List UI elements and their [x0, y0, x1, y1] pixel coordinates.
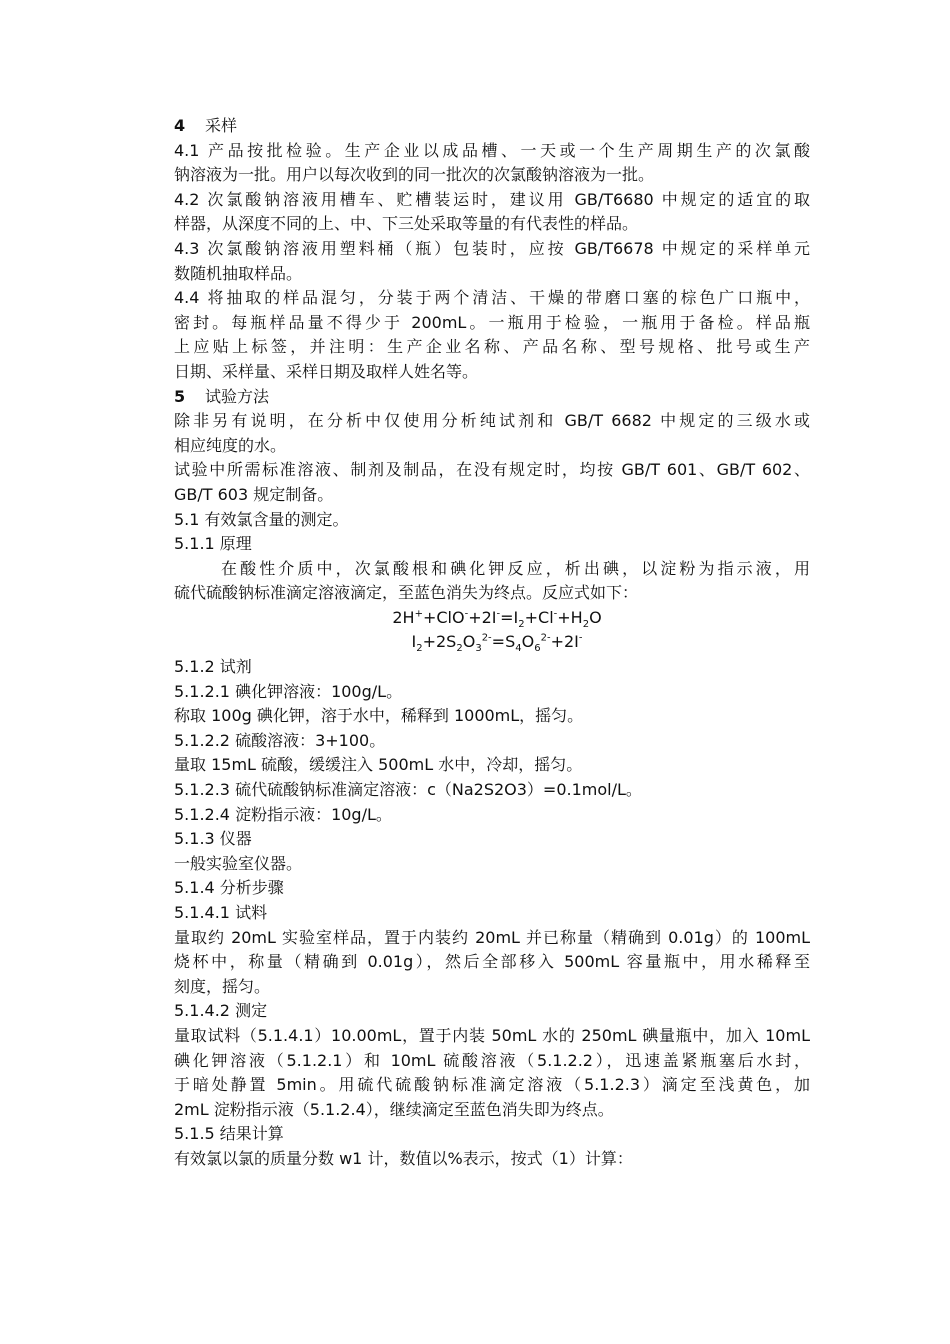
paragraph-4-3-line1: 4.3 次氯酸钠溶液用塑料桶（瓶）包装时，应按 GB/T6678 中规定的采样单元	[174, 238, 810, 258]
heading-5-1: 5.1 有效氯含量的测定。	[174, 509, 349, 529]
heading-5-1-3: 5.1.3 仪器	[174, 829, 252, 849]
paragraph-5-intro2-line2: GB/T 603 规定制备。	[174, 484, 334, 504]
formula-part: +ClO	[422, 607, 465, 627]
formula-sup: 2-	[540, 633, 551, 645]
formula-sup: -	[464, 608, 469, 620]
heading-5-1-2-1: 5.1.2.1 碘化钾溶液：100g/L。	[174, 681, 403, 701]
paragraph-5-1-1-line2: 硫代硫酸钠标准滴定溶液滴定，至蓝色消失为终点。反应式如下：	[174, 583, 639, 603]
paragraph-4-4-line4: 日期、采样量、采样日期及取样人姓名等。	[174, 361, 479, 381]
formula-part: +2S	[422, 632, 457, 652]
formula-part: +2I	[550, 632, 579, 652]
paragraph-5-1-4-1-line2: 烧杯中，称量（精确到 0.01g），然后全部移入 500mL 容量瓶中，用水稀释至	[174, 952, 810, 972]
formula-part: =S	[491, 632, 516, 652]
paragraph-5-1-2-1: 称取 100g 碘化钾，溶于水中，稀释到 1000mL，摇匀。	[174, 706, 584, 726]
paragraph-5-1-4-2-line2: 碘化钾溶液（5.1.2.1）和 10mL 硫酸溶液（5.1.2.2），迅速盖紧瓶塞后水封，	[174, 1050, 810, 1070]
heading-5-1-2-3: 5.1.2.3 硫代硫酸钠标准滴定溶液：c（Na2S2O3）=0.1mol/L。	[174, 780, 642, 800]
heading-5-1-4-2: 5.1.4.2 测定	[174, 1001, 268, 1021]
formula-part: O	[521, 632, 535, 652]
reaction-formula-2	[174, 630, 810, 655]
paragraph-4-4-line2: 密封。每瓶样品量不得少于 200mL。一瓶用于检验，一瓶用于备检。样品瓶	[174, 312, 810, 332]
heading-5-1-5: 5.1.5 结果计算	[174, 1124, 284, 1144]
paragraph-5-1-4-2-line1: 量取试料（5.1.4.1）10.00mL，置于内装 50mL 水的 250mL 碘量瓶中，加入 10mL	[174, 1025, 810, 1045]
heading-5-1-2-4: 5.1.2.4 淀粉指示液：10g/L。	[174, 804, 392, 824]
paragraph-5-intro2-line1: 试验中所需标准溶液、制剂及制品，在没有规定时，均按 GB/T 601、GB/T 602、	[174, 460, 810, 480]
heading-5-1-4: 5.1.4 分析步骤	[174, 878, 284, 898]
paragraph-5-intro1-line1: 除非另有说明，在分析中仅使用分析纯试剂和 GB/T 6682 中规定的三级水或	[174, 411, 810, 431]
reaction-formula-1	[174, 606, 810, 631]
formula-sup: -	[496, 608, 501, 620]
paragraph-5-1-4-1-line1: 量取约 20mL 实验室样品，置于内装约 20mL 并已称量（精确到 0.01g）的 100mL	[174, 927, 810, 947]
paragraph-4-1-line1: 4.1 产品按批检验。生产企业以成品槽、一天或一个生产周期生产的次氯酸	[174, 140, 810, 160]
formula-sup: 2-	[481, 633, 492, 645]
document-body	[174, 114, 810, 1172]
formula-part: O	[589, 607, 602, 627]
paragraph-4-2-line2: 样器，从深度不同的上、中、下三处采取等量的有代表性的样品。	[174, 214, 639, 234]
formula-sub: 4	[515, 643, 522, 655]
paragraph-5-1-5: 有效氯以氯的质量分数 w1 计，数值以%表示，按式（1）计算：	[174, 1148, 633, 1168]
formula-part: +2I	[468, 607, 497, 627]
paragraph-4-4-line1: 4.4 将抽取的样品混匀，分装于两个清洁、干燥的带磨口塞的棕色广口瓶中，	[174, 288, 810, 308]
formula-sub: 3	[475, 643, 482, 655]
paragraph-5-1-4-1-line3: 刻度，摇匀。	[174, 976, 271, 996]
paragraph-5-intro1-line2: 相应纯度的水。	[174, 435, 287, 455]
formula-sub: 2	[582, 619, 590, 631]
formula-part: 2H	[392, 607, 415, 627]
paragraph-5-1-1-line1: 在酸性介质中，次氯酸根和碘化钾反应，析出碘，以淀粉为指示液，用	[221, 558, 810, 578]
paragraph-4-4-line3: 上应贴上标签，并注明：生产企业名称、产品名称、型号规格、批号或生产	[174, 337, 810, 357]
heading-5-1-2-2: 5.1.2.2 硫酸溶液：3+100。	[174, 730, 386, 750]
formula-part: +H	[557, 607, 583, 627]
paragraph-5-1-4-2-line4: 2mL 淀粉指示液（5.1.2.4），继续滴定至蓝色消失即为终点。	[174, 1099, 614, 1119]
paragraph-5-1-3: 一般实验室仪器。	[174, 853, 303, 873]
paragraph-4-3-line2: 数随机抽取样品。	[174, 263, 303, 283]
paragraph-4-2-line1: 4.2 次氯酸钠溶液用槽车、贮槽装运时，建议用 GB/T6680 中规定的适宜的取	[174, 189, 810, 209]
formula-sup: -	[553, 608, 558, 620]
section-title: 采样	[205, 116, 238, 135]
paragraph-5-1-4-2-line3: 于暗处静置 5min。用硫代硫酸钠标准滴定溶液（5.1.2.3）滴定至浅黄色，加	[174, 1075, 810, 1095]
formula-part: =I	[500, 607, 519, 627]
section-5-heading	[174, 385, 810, 410]
section-title: 试验方法	[205, 386, 270, 406]
formula-sup: -	[578, 633, 583, 645]
section-number: 4	[174, 116, 186, 135]
heading-5-1-1: 5.1.1 原理	[174, 534, 252, 554]
heading-5-1-4-1: 5.1.4.1 试料	[174, 903, 268, 922]
formula-sub: 2	[456, 643, 463, 655]
formula-sup: +	[414, 608, 423, 620]
paragraph-4-1-line2: 钠溶液为一批。用户以每次收到的同一批次的次氯酸钠溶液为一批。	[174, 165, 655, 185]
formula-part: O	[462, 632, 476, 652]
paragraph-5-1-2-2: 量取 15mL 硫酸，缓缓注入 500mL 水中，冷却，摇匀。	[174, 755, 583, 775]
formula-sub: 2	[518, 619, 525, 631]
formula-part: I	[411, 632, 417, 652]
section-4-heading	[174, 114, 810, 139]
formula-sub: 2	[416, 643, 423, 655]
heading-5-1-2: 5.1.2 试剂	[174, 657, 252, 677]
formula-sub: 6	[534, 643, 541, 655]
section-number: 5	[174, 386, 186, 406]
formula-part: +Cl	[524, 607, 554, 627]
